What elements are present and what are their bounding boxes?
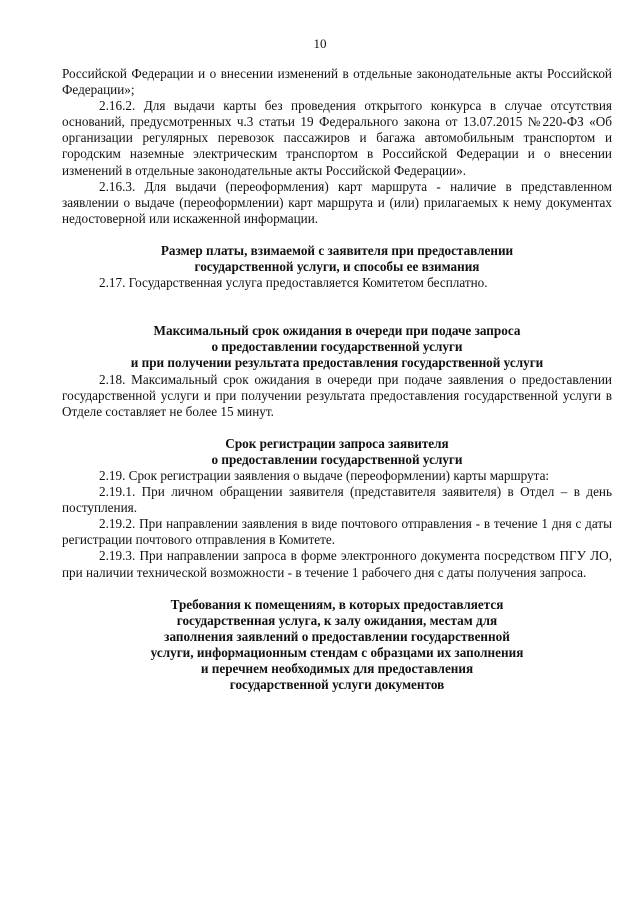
paragraph-2-19-2: 2.19.2. При направлении заявления в виде почтового отправления - в течение 1 дня с даты регистрации почтового отправления в Комитете. (62, 516, 612, 548)
paragraph-2-16-3: 2.16.3. Для выдачи (переоформления) карт маршрута - наличие в представленном заявлении о выдаче (переоформлении) карт маршрута и (или) прилагаемых к нему документах недостоверной или искаженной информации. (62, 178, 612, 226)
heading-line: о предоставлении государственной услуги (211, 451, 463, 467)
heading-line: государственной услуги, и способы ее взимания (194, 259, 480, 275)
paragraph-2-19: 2.19. Срок регистрации заявления о выдаче (переоформлении) карты маршрута: (99, 467, 550, 483)
heading-line: государственная услуга, к залу ожидания, местам для (176, 612, 498, 628)
paragraph-2-18: 2.18. Максимальный срок ожидания в очереди при подаче заявления о предоставлении государственной услуги и при получении результата предоставления государственной услуги в Отделе составляет не более 15 минут. (62, 371, 612, 419)
heading-fee (62, 243, 612, 275)
paragraph-2-19-1: 2.19.1. При личном обращении заявителя (представителя заявителя) в Отдел – в день поступления. (62, 484, 612, 516)
document-body (62, 66, 612, 693)
heading-premises-requirements (62, 597, 612, 694)
paragraph-2-19-3: 2.19.3. При направлении запроса в форме электронного документа посредством ПГУ ЛО, при наличии технической возможности - в течение 1 рабочего дня с даты получения запроса. (62, 548, 612, 580)
heading-line: и при получении результата предоставления государственной услуги (130, 355, 544, 371)
paragraph-2-17: 2.17. Государственная услуга предоставляется Комитетом бесплатно. (99, 275, 488, 291)
heading-line: государственной услуги документов (229, 677, 445, 693)
heading-line: услуги, информационным стендам с образцами их заполнения (150, 644, 524, 660)
heading-line: Срок регистрации запроса заявителя (225, 435, 449, 451)
heading-line: Размер платы, взимаемой с заявителя при предоставлении (160, 242, 514, 258)
heading-line: заполнения заявлений о предоставлении государственной (164, 628, 510, 644)
heading-registration (62, 436, 612, 468)
heading-line: Требования к помещениям, в которых предоставляется (170, 596, 504, 612)
heading-wait-time (62, 323, 612, 371)
heading-line: Максимальный срок ожидания в очереди при подаче запроса (153, 323, 521, 339)
heading-line: о предоставлении государственной услуги (211, 339, 463, 355)
heading-line: и перечнем необходимых для предоставления (200, 661, 474, 676)
paragraph-2-16-2: 2.16.2. Для выдачи карты без проведения открытого конкурса в случае отсутствия оснований, предусмотренных ч.3 статьи 19 Федерального закона от 13.07.2015 №220-ФЗ «Об организации регулярных перевозок пассажиров и багажа автомобильным транспортом и городским наземные электрическим транспортом в Российской Федерации и о внесении изменений в отдельные законодательные акты Российской Федерации». (62, 98, 612, 178)
paragraph-continuation: Российской Федерации и о внесении изменений в отдельные законодательные акты Российской Федерации»; (62, 66, 612, 98)
page-number: 10 (313, 36, 327, 51)
